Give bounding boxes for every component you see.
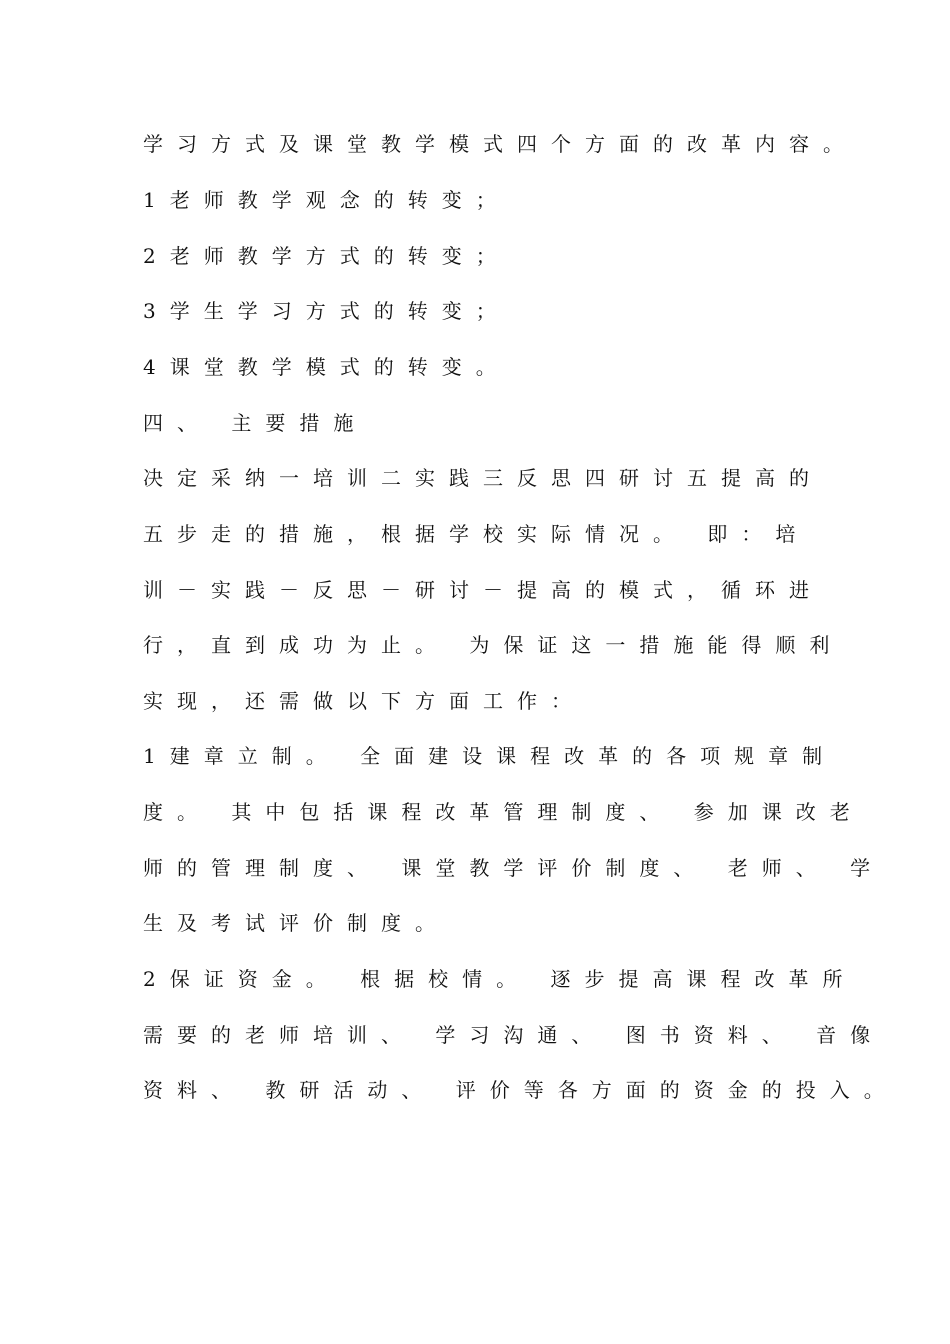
- text-line: 4课堂教学模式的转变。: [143, 355, 510, 379]
- text-line: 1老师教学观念的转变；: [143, 188, 510, 212]
- text-line: 度。 其中包括课程改革管理制度、 参加课改老: [143, 800, 864, 824]
- text-line: 2保证资金。 根据校情。 逐步提高课程改革所: [143, 967, 857, 991]
- text-line: 师的管理制度、 课堂教学评价制度、 老师、 学: [143, 856, 885, 880]
- text-line: 学习方式及课堂教学模式四个方面的改革内容。: [143, 132, 857, 156]
- text-line: 3学生学习方式的转变；: [143, 299, 510, 323]
- text-line: 决定采纳一培训二实践三反思四研讨五提高的: [143, 466, 823, 490]
- text-line: 资料、 教研活动、 评价等各方面的资金的投入。: [143, 1078, 898, 1102]
- text-line: 训－实践－反思－研讨－提高的模式，循环进: [143, 578, 823, 602]
- section-heading: 四、 主要措施: [143, 411, 368, 435]
- text-line: 1建章立制。 全面建设课程改革的各项规章制: [143, 744, 837, 768]
- text-line: 2老师教学方式的转变；: [143, 244, 510, 268]
- text-line: 五步走的措施，根据学校实际情况。 即：培: [143, 522, 810, 546]
- text-line: 需要的老师培训、 学习沟通、 图书资料、 音像: [143, 1023, 885, 1047]
- text-line: 生及考试评价制度。: [143, 911, 449, 935]
- text-line: 实现，还需做以下方面工作：: [143, 689, 585, 713]
- text-line: 行，直到成功为止。 为保证这一措施能得顺利: [143, 633, 844, 657]
